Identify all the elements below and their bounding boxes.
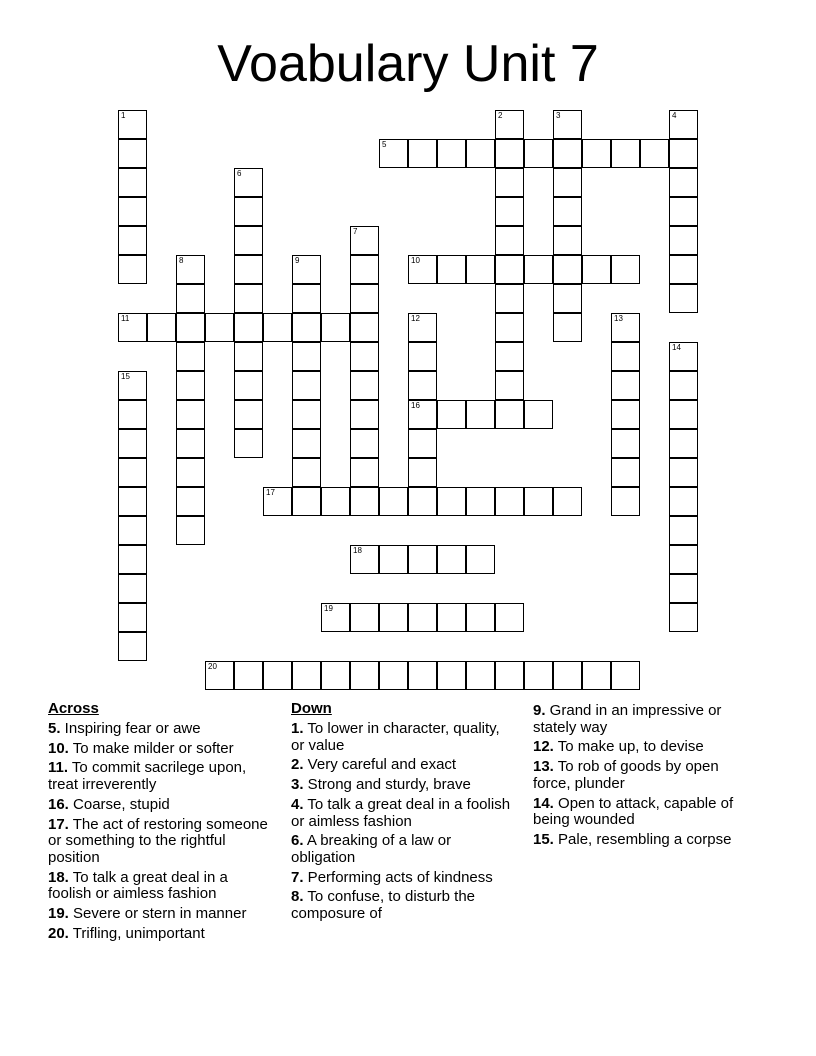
grid-cell[interactable] (350, 371, 379, 400)
grid-cell[interactable] (263, 313, 292, 342)
grid-cell[interactable] (669, 197, 698, 226)
grid-cell[interactable] (466, 603, 495, 632)
grid-cell[interactable] (553, 661, 582, 690)
clue-number: 15 (121, 372, 130, 381)
grid-cell[interactable] (350, 661, 379, 690)
clue-number: 12 (411, 314, 420, 323)
clue-number: 7 (353, 227, 358, 236)
grid-cell[interactable] (118, 226, 147, 255)
grid-cell[interactable] (669, 139, 698, 168)
clue-number: 5 (382, 140, 387, 149)
grid-cell[interactable] (350, 603, 379, 632)
grid-cell[interactable] (292, 284, 321, 313)
grid-cell[interactable] (553, 197, 582, 226)
clue-label-number: 18. (48, 868, 69, 886)
grid-cell[interactable] (234, 342, 263, 371)
grid-cell[interactable] (611, 139, 640, 168)
grid-cell[interactable] (466, 400, 495, 429)
clue-number: 1 (121, 111, 126, 120)
grid-cell[interactable] (292, 342, 321, 371)
grid-cell[interactable] (553, 284, 582, 313)
grid-cell[interactable] (669, 429, 698, 458)
grid-cell[interactable] (495, 197, 524, 226)
grid-cell[interactable] (118, 603, 147, 632)
grid-cell[interactable] (292, 400, 321, 429)
grid-cell[interactable] (118, 400, 147, 429)
clue-label-number: 17. (48, 815, 69, 833)
clue-label-number: 10. (48, 739, 69, 757)
grid-cell[interactable] (118, 516, 147, 545)
grid-cell[interactable] (466, 255, 495, 284)
grid-cell[interactable] (408, 255, 437, 284)
grid-cell[interactable] (495, 487, 524, 516)
grid-cell[interactable] (292, 255, 321, 284)
clue-text: Strong and sturdy, brave (303, 776, 471, 794)
grid-cell[interactable] (466, 545, 495, 574)
grid-cell[interactable] (553, 313, 582, 342)
down-clue (291, 777, 516, 794)
clue-label-number: 19. (48, 905, 69, 923)
grid-cell[interactable] (350, 226, 379, 255)
clue-text: Performing acts of kindness (303, 868, 493, 886)
grid-cell[interactable] (553, 255, 582, 284)
grid-cell[interactable] (292, 661, 321, 690)
grid-cell[interactable] (553, 487, 582, 516)
clue-text: To commit sacrilege upon, treat irreverently (48, 759, 247, 794)
grid-cell[interactable] (118, 255, 147, 284)
clue-label-number: 5. (48, 720, 61, 737)
grid-cell[interactable] (524, 255, 553, 284)
across-clues (48, 700, 273, 945)
grid-cell[interactable] (379, 487, 408, 516)
clue-number: 18 (353, 546, 362, 555)
grid-cell[interactable] (350, 487, 379, 516)
grid-cell[interactable] (495, 284, 524, 313)
grid-cell[interactable] (524, 487, 553, 516)
clue-label-number: 11. (48, 759, 69, 777)
down-clue (291, 757, 516, 774)
down-clues-column-2 (533, 703, 758, 852)
grid-cell[interactable] (118, 458, 147, 487)
clue-label-number: 9. (533, 702, 546, 719)
grid-cell[interactable] (350, 313, 379, 342)
clue-label-number: 7. (291, 868, 304, 886)
grid-cell[interactable] (611, 487, 640, 516)
clue-number: 6 (237, 169, 242, 178)
grid-cell[interactable] (408, 400, 437, 429)
grid-cell[interactable] (495, 371, 524, 400)
clue-label-number: 8. (291, 888, 304, 906)
down-clues-column-1 (291, 700, 516, 926)
clue-number: 3 (556, 111, 561, 120)
grid-cell[interactable] (321, 313, 350, 342)
down-clue (533, 759, 758, 792)
grid-cell[interactable] (437, 400, 466, 429)
grid-cell[interactable] (466, 487, 495, 516)
grid-cell[interactable] (292, 313, 321, 342)
grid-cell[interactable] (176, 342, 205, 371)
grid-cell[interactable] (350, 255, 379, 284)
grid-cell[interactable] (669, 255, 698, 284)
down-clue (291, 870, 516, 887)
grid-cell[interactable] (466, 661, 495, 690)
grid-cell[interactable] (495, 255, 524, 284)
grid-cell[interactable] (234, 284, 263, 313)
grid-cell[interactable] (292, 487, 321, 516)
across-clue (48, 870, 273, 903)
grid-cell[interactable] (118, 139, 147, 168)
clue-number: 16 (411, 401, 420, 410)
grid-cell[interactable] (350, 545, 379, 574)
clue-text: Inspiring fear or awe (60, 720, 201, 737)
grid-cell[interactable] (524, 400, 553, 429)
grid-cell[interactable] (176, 313, 205, 342)
grid-cell[interactable] (611, 342, 640, 371)
grid-cell[interactable] (437, 603, 466, 632)
grid-cell[interactable] (466, 139, 495, 168)
grid-cell[interactable] (263, 661, 292, 690)
grid-cell[interactable] (437, 255, 466, 284)
grid-cell[interactable] (234, 168, 263, 197)
grid-cell[interactable] (408, 371, 437, 400)
grid-cell[interactable] (118, 487, 147, 516)
grid-cell[interactable] (437, 661, 466, 690)
clue-number: 13 (614, 314, 623, 323)
grid-cell[interactable] (669, 168, 698, 197)
grid-cell[interactable] (553, 226, 582, 255)
across-clue (48, 760, 273, 793)
grid-cell[interactable] (640, 139, 669, 168)
grid-cell[interactable] (234, 197, 263, 226)
clue-text: The act of restoring someone or something to the rightful position (48, 815, 268, 866)
grid-cell[interactable] (408, 545, 437, 574)
down-clue (533, 796, 758, 829)
grid-cell[interactable] (669, 284, 698, 313)
clue-number: 17 (266, 488, 275, 497)
grid-cell[interactable] (408, 342, 437, 371)
grid-cell[interactable] (408, 487, 437, 516)
clue-text: Open to attack, capable of being wounded (533, 794, 734, 829)
grid-cell[interactable] (321, 487, 350, 516)
across-clue (48, 797, 273, 814)
down-heading: Down (291, 700, 332, 717)
clue-label-number: 14. (533, 794, 554, 812)
down-clue (291, 721, 516, 754)
across-clue (48, 721, 273, 738)
grid-cell[interactable] (582, 661, 611, 690)
grid-cell[interactable] (234, 371, 263, 400)
clue-label-number: 12. (533, 738, 554, 756)
clue-text: Pale, resembling a corpse (553, 830, 732, 848)
grid-cell[interactable] (234, 255, 263, 284)
grid-cell[interactable] (176, 400, 205, 429)
grid-cell[interactable] (350, 429, 379, 458)
grid-cell[interactable] (524, 661, 553, 690)
grid-cell[interactable] (611, 313, 640, 342)
grid-cell[interactable] (379, 139, 408, 168)
grid-cell[interactable] (350, 400, 379, 429)
grid-cell[interactable] (495, 603, 524, 632)
grid-cell[interactable] (292, 429, 321, 458)
grid-cell[interactable] (408, 139, 437, 168)
grid-cell[interactable] (495, 226, 524, 255)
grid-cell[interactable] (408, 603, 437, 632)
clue-text: Coarse, stupid (68, 795, 170, 813)
down-clue (533, 703, 758, 736)
grid-cell[interactable] (118, 545, 147, 574)
clue-number: 10 (411, 256, 420, 265)
grid-cell[interactable] (234, 313, 263, 342)
across-heading: Across (48, 700, 99, 717)
grid-cell[interactable] (437, 487, 466, 516)
grid-cell[interactable] (408, 661, 437, 690)
down-clue (291, 797, 516, 830)
grid-cell[interactable] (495, 313, 524, 342)
grid-cell[interactable] (234, 661, 263, 690)
clue-number: 11 (121, 314, 130, 323)
grid-cell[interactable] (669, 603, 698, 632)
grid-cell[interactable] (379, 661, 408, 690)
grid-cell[interactable] (118, 429, 147, 458)
grid-cell[interactable] (611, 429, 640, 458)
across-clue (48, 906, 273, 923)
clue-number: 9 (295, 256, 300, 265)
clue-text: To confuse, to disturb the composure of (291, 888, 476, 923)
grid-cell[interactable] (118, 632, 147, 661)
grid-cell[interactable] (553, 110, 582, 139)
grid-cell[interactable] (118, 197, 147, 226)
grid-cell[interactable] (495, 400, 524, 429)
grid-cell[interactable] (669, 371, 698, 400)
grid-cell[interactable] (118, 574, 147, 603)
clue-label-number: 4. (291, 795, 304, 813)
grid-cell[interactable] (379, 545, 408, 574)
across-clue (48, 741, 273, 758)
clue-number: 19 (324, 604, 333, 613)
clue-text: To talk a great deal in a foolish or aimless fashion (48, 868, 228, 903)
grid-cell[interactable] (176, 458, 205, 487)
grid-cell[interactable] (495, 110, 524, 139)
grid-cell[interactable] (292, 371, 321, 400)
grid-cell[interactable] (205, 661, 234, 690)
grid-cell[interactable] (176, 284, 205, 313)
grid-cell[interactable] (176, 255, 205, 284)
grid-cell[interactable] (118, 168, 147, 197)
down-clue (291, 833, 516, 866)
clue-text: To lower in character, quality, or value (291, 720, 500, 754)
grid-cell[interactable] (118, 313, 147, 342)
grid-cell[interactable] (234, 400, 263, 429)
down-clue (533, 739, 758, 756)
grid-cell[interactable] (669, 574, 698, 603)
grid-cell[interactable] (669, 110, 698, 139)
grid-cell[interactable] (176, 516, 205, 545)
grid-cell[interactable] (553, 139, 582, 168)
down-clue (533, 832, 758, 849)
grid-cell[interactable] (495, 342, 524, 371)
clue-text: Grand in an impressive or stately way (533, 702, 722, 736)
grid-cell[interactable] (379, 603, 408, 632)
grid-cell[interactable] (669, 400, 698, 429)
clue-label-number: 20. (48, 924, 69, 942)
clue-text: To talk a great deal in a foolish or aimless fashion (291, 795, 511, 830)
grid-cell[interactable] (176, 429, 205, 458)
grid-cell[interactable] (669, 342, 698, 371)
clue-text: Severe or stern in manner (68, 905, 247, 923)
clue-text: To make milder or softer (68, 739, 234, 757)
grid-cell[interactable] (350, 342, 379, 371)
down-clue (291, 889, 516, 922)
grid-cell[interactable] (611, 255, 640, 284)
grid-cell[interactable] (611, 371, 640, 400)
clue-text: Trifling, unimportant (68, 924, 205, 942)
grid-cell[interactable] (234, 429, 263, 458)
grid-cell[interactable] (437, 545, 466, 574)
grid-cell[interactable] (669, 458, 698, 487)
grid-cell[interactable] (669, 487, 698, 516)
clue-label-number: 16. (48, 795, 69, 813)
grid-cell[interactable] (611, 458, 640, 487)
grid-cell[interactable] (234, 226, 263, 255)
grid-cell[interactable] (408, 458, 437, 487)
page-title: Voabulary Unit 7 (217, 35, 599, 93)
grid-cell[interactable] (118, 110, 147, 139)
grid-cell[interactable] (669, 226, 698, 255)
grid-cell[interactable] (350, 458, 379, 487)
grid-cell[interactable] (582, 139, 611, 168)
grid-cell[interactable] (321, 661, 350, 690)
grid-cell[interactable] (495, 661, 524, 690)
grid-cell[interactable] (263, 487, 292, 516)
grid-cell[interactable] (611, 400, 640, 429)
grid-cell[interactable] (437, 139, 466, 168)
grid-cell[interactable] (321, 603, 350, 632)
clue-number: 14 (672, 343, 681, 352)
clue-label-number: 2. (291, 756, 304, 774)
grid-cell[interactable] (408, 313, 437, 342)
grid-cell[interactable] (118, 371, 147, 400)
clue-label-number: 3. (291, 776, 304, 794)
clue-text: To rob of goods by open force, plunder (533, 758, 719, 792)
clue-label-number: 15. (533, 830, 554, 848)
clue-text: Very careful and exact (303, 756, 457, 774)
clue-number: 2 (498, 111, 503, 120)
grid-cell[interactable] (669, 516, 698, 545)
grid-cell[interactable] (669, 545, 698, 574)
clue-text: A breaking of a law or obligation (291, 832, 452, 866)
grid-cell[interactable] (350, 284, 379, 313)
grid-cell[interactable] (524, 139, 553, 168)
across-clue (48, 817, 273, 867)
clue-label-number: 1. (291, 720, 304, 737)
grid-cell[interactable] (205, 313, 234, 342)
grid-cell[interactable] (408, 429, 437, 458)
grid-cell[interactable] (292, 458, 321, 487)
grid-cell[interactable] (611, 661, 640, 690)
clue-number: 8 (179, 256, 184, 265)
clue-label-number: 6. (291, 832, 304, 850)
grid-cell[interactable] (495, 168, 524, 197)
grid-cell[interactable] (147, 313, 176, 342)
clue-text: To make up, to devise (553, 738, 704, 756)
clue-label-number: 13. (533, 758, 554, 776)
grid-cell[interactable] (553, 168, 582, 197)
grid-cell[interactable] (495, 139, 524, 168)
grid-cell[interactable] (176, 371, 205, 400)
clue-number: 20 (208, 662, 217, 671)
grid-cell[interactable] (176, 487, 205, 516)
clue-number: 4 (672, 111, 677, 120)
grid-cell[interactable] (582, 255, 611, 284)
across-clue (48, 926, 273, 943)
